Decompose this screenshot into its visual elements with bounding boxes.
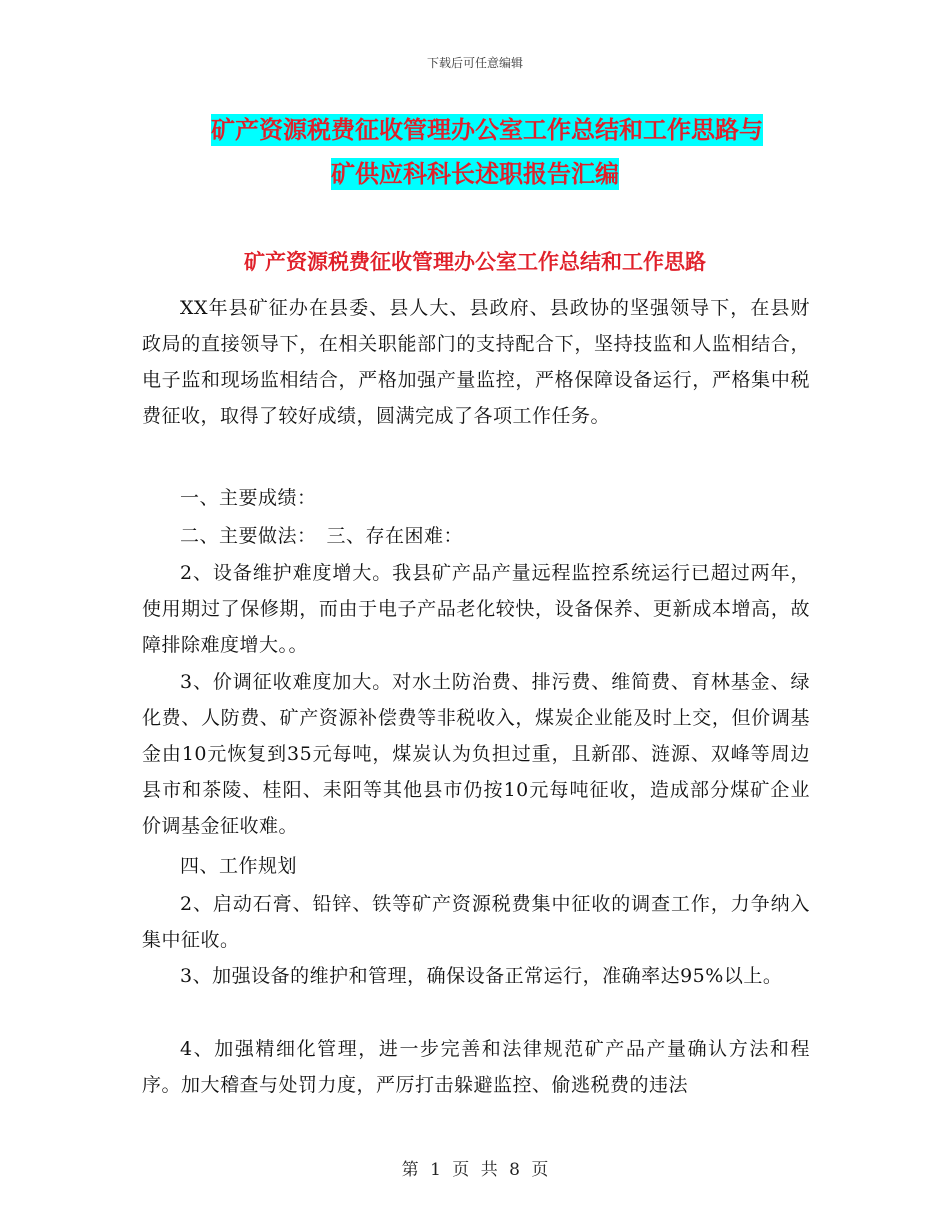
paragraph-plan-item-3 — [142, 958, 810, 994]
paragraph-equipment-maintenance — [142, 555, 810, 663]
paragraph-text: 二、主要做法： 三、存在困难： — [180, 525, 464, 547]
paragraph-text: 2、启动石膏、铅锌、铁等矿产资源税费集中征收的调查工作，力争纳入集中征收。 — [142, 893, 810, 951]
document-title-line-1 — [0, 110, 950, 150]
paragraph-intro — [142, 290, 810, 434]
heading-main-achievements — [142, 480, 810, 516]
document-title-line-2-text: 矿供应科科长述职报告汇编 — [331, 160, 619, 188]
heading-practices-difficulties — [142, 518, 810, 554]
paragraph-text: 4、加强精细化管理，进一步完善和法律规范矿产品产量确认方法和程序。加大稽查与处罚力度，严厉打击躲避监控、偷逃税费的违法 — [142, 1038, 810, 1096]
paragraph-text: 四、工作规划 — [180, 855, 298, 877]
paragraph-plan-item-2 — [142, 886, 810, 958]
header-note: 下载后可任意编辑 — [426, 56, 523, 70]
paragraph-price-adjustment — [142, 664, 810, 844]
paragraph-text: XX年县矿征办在县委、县人大、县政府、县政协的坚强领导下，在县财政局的直接领导下，在相关职能部门的支持配合下，坚持技监和人监相结合，电子监和现场监相结合，严格加强产量监控，严格保障设备运行，严格集中税费征收，取得了较好成绩，圆满完成了各项工作任务。 — [142, 297, 810, 427]
paragraph-text: 2、设备维护难度增大。我县矿产品产量远程监控系统运行已超过两年，使用期过了保修期，而由于电子产品老化较快，设备保养、更新成本增高，故障排除难度增大。。 — [142, 562, 810, 656]
heading-work-plan — [142, 848, 810, 884]
page-footer: 第 1 页 共 8 页 — [401, 1160, 549, 1180]
paragraph-text: 一、主要成绩： — [180, 487, 317, 509]
document-title-line-1-text: 矿产资源税费征收管理办公室工作总结和工作思路与 — [211, 116, 763, 144]
section-title: 矿产资源税费征收管理办公室工作总结和工作思路 — [244, 250, 706, 274]
paragraph-plan-item-4 — [142, 1031, 810, 1103]
paragraph-text: 3、加强设备的维护和管理，确保设备正常运行，准确率达95%以上。 — [180, 965, 783, 987]
paragraph-text: 3、价调征收难度加大。对水土防治费、排污费、维简费、育林基金、绿化费、人防费、矿产资源补偿费等非税收入，煤炭企业能及时上交，但价调基金由10元恢复到35元每吨，煤炭认为负担过重，且新邵、涟源、双峰等周边县市和茶陵、桂阳、耒阳等其他县市仍按10元每吨征收，造成部分煤矿企业价调基金征收难。 — [142, 671, 810, 837]
document-title-line-2 — [0, 154, 950, 194]
